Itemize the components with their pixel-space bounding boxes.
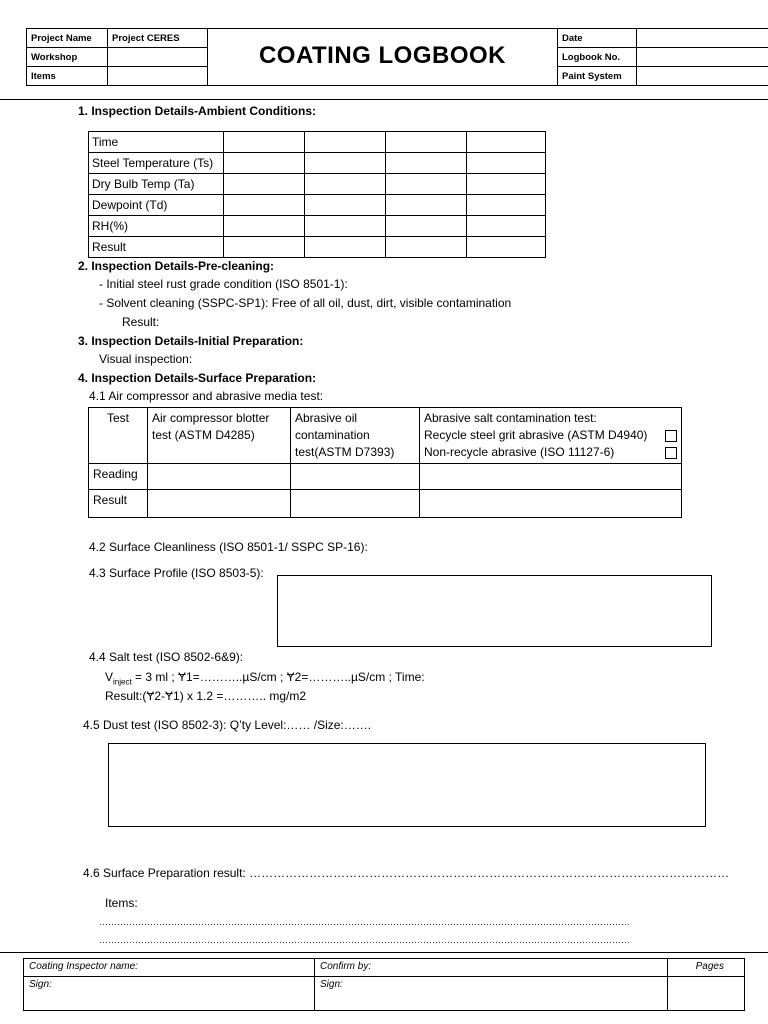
- recycle-checkbox[interactable]: [665, 430, 677, 442]
- section-3-heading: 3. Inspection Details-Initial Preparation:: [78, 334, 304, 348]
- salt-option-recycle: Recycle steel grit abrasive (ASTM D4940): [424, 428, 648, 442]
- section-4-2: 4.2 Surface Cleanliness (ISO 8501-1/ SSPC SP-16):: [89, 540, 368, 554]
- nonrecycle-checkbox[interactable]: [665, 447, 677, 459]
- title-bottom-border: [208, 85, 557, 86]
- label-date: Date: [558, 29, 637, 48]
- value-items: [108, 67, 208, 86]
- media-col-blotter: Air compressor blotter test (ASTM D4285): [148, 408, 291, 464]
- items-dotted-line[interactable]: ……………………………………………………………………………………………………………………………………………………………: [99, 917, 630, 927]
- section-4-5: 4.5 Dust test (ISO 8502-3): Q’ty Level:…… /Size:…….: [83, 718, 372, 732]
- ambient-row-label: Time: [89, 132, 224, 153]
- precleaning-item: - Solvent cleaning (SSPC-SP1): Free of all oil, dust, dirt, visible contamination: [99, 296, 512, 310]
- salt-test-formula: [105, 670, 425, 686]
- salt-test-result: Result:(Ɏ2-Ɏ1) x 1.2 =……….. mg/m2: [105, 689, 307, 703]
- ambient-row-label: Dewpoint (Td): [89, 195, 224, 216]
- visual-inspection: Visual inspection:: [99, 352, 193, 366]
- surface-profile-box[interactable]: [277, 575, 712, 647]
- ambient-conditions-table: [88, 131, 546, 258]
- header-left-table: [26, 28, 208, 86]
- inspector-name-label: Coating Inspector name:: [24, 959, 315, 977]
- media-row-reading: Reading: [89, 464, 148, 490]
- salt-v-subscript: inject: [113, 677, 132, 687]
- label-project-name: Project Name: [27, 29, 108, 48]
- section-2-heading: 2. Inspection Details-Pre-cleaning:: [78, 259, 275, 273]
- inspector-sign-label: Sign:: [24, 977, 315, 1011]
- value-logbook-no: [637, 48, 768, 67]
- footer-table: [23, 958, 745, 1011]
- ambient-row-label: Dry Bulb Temp (Ta): [89, 174, 224, 195]
- media-test-table: [88, 407, 682, 518]
- confirm-sign-label: Sign:: [315, 977, 668, 1011]
- value-paint-system: [637, 67, 768, 86]
- section-4-4: 4.4 Salt test (ISO 8502-6&9):: [89, 650, 244, 664]
- precleaning-result: Result:: [122, 315, 160, 329]
- section-4-heading: 4. Inspection Details-Surface Preparation:: [78, 371, 317, 385]
- value-workshop: [108, 48, 208, 67]
- section-4-6: 4.6 Surface Preparation result: …………………………………………………………………………………………………………: [83, 866, 730, 880]
- label-paint-system: Paint System: [558, 67, 637, 86]
- salt-heading: Abrasive salt contamination test:: [424, 411, 597, 425]
- salt-formula-line: = 3 ml ; Ɏ1=………..µS/cm ; Ɏ2=………..µS/cm ; Time:: [131, 670, 425, 684]
- pages-value: [668, 977, 745, 1011]
- media-col-salt: [420, 408, 682, 464]
- confirm-by-label: Confirm by:: [315, 959, 668, 977]
- page-title: COATING LOGBOOK: [258, 42, 507, 69]
- footer-divider: [0, 952, 768, 953]
- value-project-name: Project CERES: [108, 29, 208, 48]
- items-label: Items:: [105, 896, 138, 910]
- label-items: Items: [27, 67, 108, 86]
- label-workshop: Workshop: [27, 48, 108, 67]
- salt-v-label: V: [105, 670, 114, 684]
- ambient-row-label: Result: [89, 237, 224, 258]
- section-4-1-heading: 4.1 Air compressor and abrasive media test:: [89, 389, 324, 403]
- header-divider: [0, 99, 768, 100]
- ambient-row-label: RH(%): [89, 216, 224, 237]
- label-logbook-no: Logbook No.: [558, 48, 637, 67]
- media-col-oil: Abrasive oil contamination test(ASTM D7393): [291, 408, 420, 464]
- value-date: [637, 29, 768, 48]
- dust-test-box[interactable]: [108, 743, 706, 827]
- salt-option-nonrecycle: Non-recycle abrasive (ISO 11127-6): [424, 445, 615, 459]
- header-right-table: [557, 28, 768, 86]
- items-dotted-line[interactable]: ……………………………………………………………………………………………………………………………………………………………: [99, 935, 630, 945]
- section-1-heading: 1. Inspection Details-Ambient Conditions:: [78, 104, 317, 118]
- pages-label: Pages: [668, 959, 745, 977]
- section-4-3: 4.3 Surface Profile (ISO 8503-5):: [89, 566, 264, 580]
- media-row-result: Result: [89, 490, 148, 518]
- ambient-row-label: Steel Temperature (Ts): [89, 153, 224, 174]
- precleaning-item: - Initial steel rust grade condition (ISO 8501-1):: [99, 277, 348, 291]
- media-col-test: Test: [89, 408, 148, 464]
- title-top-border: [208, 28, 557, 29]
